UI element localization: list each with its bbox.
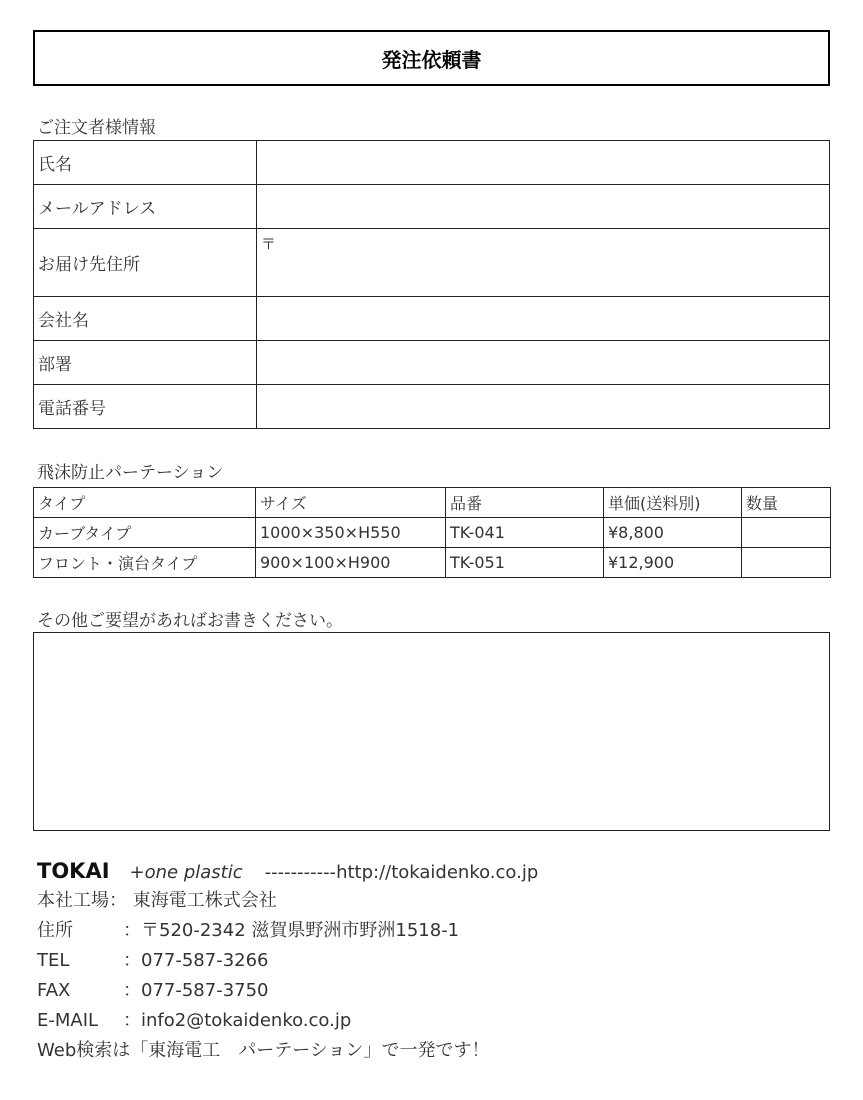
footer-factory-line [37, 886, 538, 916]
footer-address-line [37, 916, 538, 946]
factory-value: 東海電工株式会社 [132, 890, 277, 911]
column-header-type: タイプ [34, 488, 256, 518]
product-table [33, 487, 831, 578]
address-value: ：〒520-2342 滋賀県野洲市野洲1518-1 [123, 920, 460, 941]
product-part-number: TK-051 [446, 548, 604, 578]
product-type: フロント・演台タイプ [34, 548, 256, 578]
document-title: 発注依頼書 [33, 30, 830, 86]
table-row [34, 341, 830, 385]
footer-email-line [37, 1006, 538, 1036]
phone-label: 電話番号 [34, 385, 257, 429]
quantity-field[interactable] [742, 548, 831, 578]
footer-brand-line [37, 856, 538, 886]
customer-info-table [33, 140, 830, 429]
fax-value: ：077-587-3750 [123, 980, 269, 1001]
dash-separator: ----------- [264, 862, 337, 883]
address-label: 住所 [37, 920, 73, 941]
factory-label: 本社工場： [37, 890, 127, 911]
company-footer [37, 856, 538, 1066]
table-header-row [34, 488, 831, 518]
brand-name: TOKAI [37, 859, 110, 883]
product-size: 1000×350×H550 [256, 518, 446, 548]
department-label: 部署 [34, 341, 257, 385]
name-field[interactable] [257, 141, 830, 185]
company-field[interactable] [257, 297, 830, 341]
name-label: 氏名 [34, 141, 257, 185]
company-label: 会社名 [34, 297, 257, 341]
product-type: カーブタイプ [34, 518, 256, 548]
table-row [34, 297, 830, 341]
table-row [34, 185, 830, 229]
tel-label: TEL [37, 950, 70, 971]
email-field[interactable] [257, 185, 830, 229]
column-header-part-number: 品番 [446, 488, 604, 518]
column-header-quantity: 数量 [742, 488, 831, 518]
product-part-number: TK-041 [446, 518, 604, 548]
fax-label: FAX [37, 980, 71, 1001]
request-field[interactable] [33, 632, 830, 831]
email-label: メールアドレス [34, 185, 257, 229]
product-price: ¥12,900 [604, 548, 742, 578]
email-label: E-MAIL [37, 1010, 99, 1031]
table-row [34, 518, 831, 548]
footer-tel-line [37, 946, 538, 976]
brand-tagline: +one plastic [129, 862, 243, 883]
tel-value: ：077-587-3266 [123, 950, 269, 971]
footer-search-note: Web検索は「東海電工 パーテーション」で一発です！ [37, 1040, 490, 1061]
product-price: ¥8,800 [604, 518, 742, 548]
product-size: 900×100×H900 [256, 548, 446, 578]
table-row [34, 385, 830, 429]
product-section-heading: 飛沫防止パーテーション [37, 463, 224, 483]
address-field[interactable]: 〒 [257, 229, 830, 297]
footer-fax-line [37, 976, 538, 1006]
customer-section-heading: ご注文者様情報 [37, 118, 156, 138]
email-value[interactable]: ：info2@tokaidenko.co.jp [123, 1010, 352, 1031]
quantity-field[interactable] [742, 518, 831, 548]
column-header-unit-price: 単価(送料別) [604, 488, 742, 518]
phone-field[interactable] [257, 385, 830, 429]
website-link[interactable]: http://tokaidenko.co.jp [336, 862, 539, 883]
column-header-size: サイズ [256, 488, 446, 518]
department-field[interactable] [257, 341, 830, 385]
table-row [34, 548, 831, 578]
table-row [34, 141, 830, 185]
table-row [34, 229, 830, 297]
address-label: お届け先住所 [34, 229, 257, 297]
request-section-heading: その他ご要望があればお書きください。 [37, 611, 343, 631]
